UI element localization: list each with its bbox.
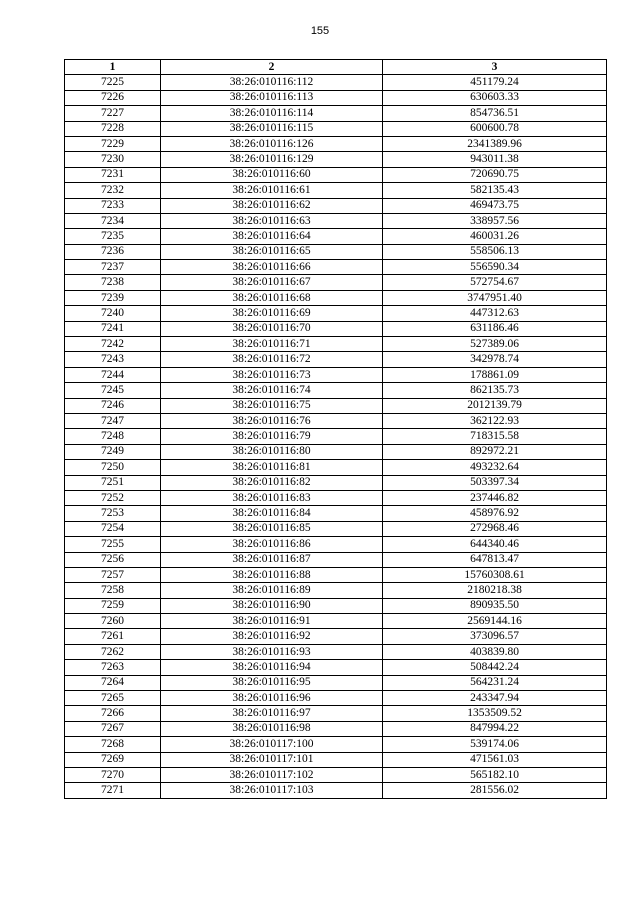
cadastral-number-cell: 38:26:010116:71: [161, 337, 383, 352]
row-number-cell: 7226: [65, 90, 161, 105]
value-cell: 2180218.38: [383, 583, 607, 598]
table-row: [65, 183, 607, 198]
cadastral-number-cell: 38:26:010116:82: [161, 475, 383, 490]
row-number-cell: 7253: [65, 506, 161, 521]
row-number-cell: 7256: [65, 552, 161, 567]
table-row: [65, 444, 607, 459]
table-row: [65, 321, 607, 336]
table-row: [65, 644, 607, 659]
column-header-3: 3: [383, 60, 607, 75]
value-cell: 2012139.79: [383, 398, 607, 413]
value-cell: 447312.63: [383, 306, 607, 321]
value-cell: 892972.21: [383, 444, 607, 459]
value-cell: 373096.57: [383, 629, 607, 644]
row-number-cell: 7270: [65, 767, 161, 782]
table-row: [65, 721, 607, 736]
row-number-cell: 7234: [65, 213, 161, 228]
row-number-cell: 7260: [65, 614, 161, 629]
table-row: [65, 413, 607, 428]
value-cell: 243347.94: [383, 691, 607, 706]
row-number-cell: 7263: [65, 660, 161, 675]
column-header-2: 2: [161, 60, 383, 75]
cadastral-number-cell: 38:26:010117:101: [161, 752, 383, 767]
cadastral-number-cell: 38:26:010116:69: [161, 306, 383, 321]
cadastral-number-cell: 38:26:010116:95: [161, 675, 383, 690]
cadastral-number-cell: 38:26:010116:62: [161, 198, 383, 213]
table-row: [65, 398, 607, 413]
table-row: [65, 475, 607, 490]
cadastral-number-cell: 38:26:010116:68: [161, 290, 383, 305]
value-cell: 890935.50: [383, 598, 607, 613]
cadastral-number-cell: 38:26:010116:70: [161, 321, 383, 336]
value-cell: 338957.56: [383, 213, 607, 228]
row-number-cell: 7238: [65, 275, 161, 290]
table-row: [65, 614, 607, 629]
row-number-cell: 7261: [65, 629, 161, 644]
cadastral-number-cell: 38:26:010116:87: [161, 552, 383, 567]
cadastral-value-table: [64, 59, 607, 799]
cadastral-number-cell: 38:26:010116:64: [161, 229, 383, 244]
value-cell: 2341389.96: [383, 136, 607, 151]
table-row: [65, 198, 607, 213]
value-cell: 600600.78: [383, 121, 607, 136]
cadastral-number-cell: 38:26:010116:85: [161, 521, 383, 536]
row-number-cell: 7250: [65, 460, 161, 475]
cadastral-number-cell: 38:26:010116:86: [161, 537, 383, 552]
value-cell: 847994.22: [383, 721, 607, 736]
cadastral-number-cell: 38:26:010116:65: [161, 244, 383, 259]
table-row: [65, 521, 607, 536]
table-row: [65, 306, 607, 321]
table-row: [65, 121, 607, 136]
row-number-cell: 7225: [65, 75, 161, 90]
table-row: [65, 752, 607, 767]
row-number-cell: 7258: [65, 583, 161, 598]
cadastral-number-cell: 38:26:010116:129: [161, 152, 383, 167]
value-cell: 15760308.61: [383, 567, 607, 582]
table-row: [65, 260, 607, 275]
cadastral-number-cell: 38:26:010116:96: [161, 691, 383, 706]
row-number-cell: 7230: [65, 152, 161, 167]
value-cell: 342978.74: [383, 352, 607, 367]
row-number-cell: 7249: [65, 444, 161, 459]
value-cell: 237446.82: [383, 490, 607, 505]
table-body: [65, 75, 607, 798]
table-row: [65, 244, 607, 259]
cadastral-number-cell: 38:26:010116:126: [161, 136, 383, 151]
cadastral-number-cell: 38:26:010116:81: [161, 460, 383, 475]
value-cell: 471561.03: [383, 752, 607, 767]
cadastral-number-cell: 38:26:010117:103: [161, 783, 383, 798]
table-row: [65, 583, 607, 598]
value-cell: 943011.38: [383, 152, 607, 167]
value-cell: 718315.58: [383, 429, 607, 444]
value-cell: 556590.34: [383, 260, 607, 275]
value-cell: 178861.09: [383, 367, 607, 382]
table-row: [65, 737, 607, 752]
row-number-cell: 7236: [65, 244, 161, 259]
table-row: [65, 367, 607, 382]
row-number-cell: 7269: [65, 752, 161, 767]
cadastral-number-cell: 38:26:010116:76: [161, 413, 383, 428]
value-cell: 854736.51: [383, 106, 607, 121]
value-cell: 631186.46: [383, 321, 607, 336]
value-cell: 469473.75: [383, 198, 607, 213]
cadastral-number-cell: 38:26:010116:114: [161, 106, 383, 121]
value-cell: 539174.06: [383, 737, 607, 752]
table-row: [65, 598, 607, 613]
value-cell: 720690.75: [383, 167, 607, 182]
table-row: [65, 629, 607, 644]
row-number-cell: 7240: [65, 306, 161, 321]
row-number-cell: 7244: [65, 367, 161, 382]
row-number-cell: 7228: [65, 121, 161, 136]
cadastral-number-cell: 38:26:010116:63: [161, 213, 383, 228]
cadastral-number-cell: 38:26:010117:102: [161, 767, 383, 782]
table-row: [65, 75, 607, 90]
row-number-cell: 7251: [65, 475, 161, 490]
table-row: [65, 290, 607, 305]
cadastral-number-cell: 38:26:010116:93: [161, 644, 383, 659]
value-cell: 508442.24: [383, 660, 607, 675]
row-number-cell: 7237: [65, 260, 161, 275]
value-cell: 647813.47: [383, 552, 607, 567]
cadastral-number-cell: 38:26:010116:67: [161, 275, 383, 290]
value-cell: 572754.67: [383, 275, 607, 290]
table-row: [65, 691, 607, 706]
table-row: [65, 352, 607, 367]
value-cell: 458976.92: [383, 506, 607, 521]
row-number-cell: 7246: [65, 398, 161, 413]
value-cell: 272968.46: [383, 521, 607, 536]
value-cell: 460031.26: [383, 229, 607, 244]
row-number-cell: 7227: [65, 106, 161, 121]
row-number-cell: 7267: [65, 721, 161, 736]
row-number-cell: 7262: [65, 644, 161, 659]
table-row: [65, 490, 607, 505]
table-row: [65, 90, 607, 105]
cadastral-number-cell: 38:26:010116:74: [161, 383, 383, 398]
cadastral-number-cell: 38:26:010116:92: [161, 629, 383, 644]
cadastral-number-cell: 38:26:010116:90: [161, 598, 383, 613]
row-number-cell: 7264: [65, 675, 161, 690]
column-header-1: 1: [65, 60, 161, 75]
row-number-cell: 7242: [65, 337, 161, 352]
cadastral-number-cell: 38:26:010116:113: [161, 90, 383, 105]
table-row: [65, 337, 607, 352]
table-row: [65, 506, 607, 521]
row-number-cell: 7271: [65, 783, 161, 798]
row-number-cell: 7259: [65, 598, 161, 613]
row-number-cell: 7239: [65, 290, 161, 305]
cadastral-number-cell: 38:26:010116:79: [161, 429, 383, 444]
value-cell: 493232.64: [383, 460, 607, 475]
row-number-cell: 7255: [65, 537, 161, 552]
row-number-cell: 7241: [65, 321, 161, 336]
table-row: [65, 229, 607, 244]
cadastral-number-cell: 38:26:010116:80: [161, 444, 383, 459]
table-row: [65, 213, 607, 228]
table-row: [65, 675, 607, 690]
row-number-cell: 7243: [65, 352, 161, 367]
value-cell: 403839.80: [383, 644, 607, 659]
table-row: [65, 783, 607, 798]
value-cell: 564231.24: [383, 675, 607, 690]
value-cell: 362122.93: [383, 413, 607, 428]
row-number-cell: 7257: [65, 567, 161, 582]
cadastral-number-cell: 38:26:010116:98: [161, 721, 383, 736]
row-number-cell: 7231: [65, 167, 161, 182]
table-row: [65, 383, 607, 398]
table-row: [65, 429, 607, 444]
cadastral-number-cell: 38:26:010116:60: [161, 167, 383, 182]
value-cell: 582135.43: [383, 183, 607, 198]
value-cell: 3747951.40: [383, 290, 607, 305]
row-number-cell: 7245: [65, 383, 161, 398]
row-number-cell: 7235: [65, 229, 161, 244]
value-cell: 1353509.52: [383, 706, 607, 721]
value-cell: 527389.06: [383, 337, 607, 352]
row-number-cell: 7266: [65, 706, 161, 721]
table-row: [65, 106, 607, 121]
row-number-cell: 7233: [65, 198, 161, 213]
table-row: [65, 567, 607, 582]
cadastral-number-cell: 38:26:010116:75: [161, 398, 383, 413]
table-row: [65, 152, 607, 167]
table-row: [65, 460, 607, 475]
cadastral-number-cell: 38:26:010116:89: [161, 583, 383, 598]
row-number-cell: 7265: [65, 691, 161, 706]
value-cell: 2569144.16: [383, 614, 607, 629]
value-cell: 644340.46: [383, 537, 607, 552]
cadastral-number-cell: 38:26:010116:72: [161, 352, 383, 367]
cadastral-number-cell: 38:26:010116:97: [161, 706, 383, 721]
row-number-cell: 7254: [65, 521, 161, 536]
value-cell: 558506.13: [383, 244, 607, 259]
row-number-cell: 7268: [65, 737, 161, 752]
cadastral-number-cell: 38:26:010116:61: [161, 183, 383, 198]
cadastral-number-cell: 38:26:010116:84: [161, 506, 383, 521]
row-number-cell: 7248: [65, 429, 161, 444]
table-row: [65, 660, 607, 675]
row-number-cell: 7247: [65, 413, 161, 428]
cadastral-number-cell: 38:26:010116:83: [161, 490, 383, 505]
cadastral-number-cell: 38:26:010116:91: [161, 614, 383, 629]
cadastral-number-cell: 38:26:010116:115: [161, 121, 383, 136]
cadastral-number-cell: 38:26:010116:94: [161, 660, 383, 675]
cadastral-number-cell: 38:26:010116:66: [161, 260, 383, 275]
cadastral-number-cell: 38:26:010117:100: [161, 737, 383, 752]
table-row: [65, 167, 607, 182]
table-row: [65, 767, 607, 782]
table-row: [65, 706, 607, 721]
value-cell: 565182.10: [383, 767, 607, 782]
table-row: [65, 552, 607, 567]
value-cell: 451179.24: [383, 75, 607, 90]
row-number-cell: 7232: [65, 183, 161, 198]
table-header-row: [65, 60, 607, 75]
value-cell: 503397.34: [383, 475, 607, 490]
cadastral-number-cell: 38:26:010116:73: [161, 367, 383, 382]
cadastral-number-cell: 38:26:010116:88: [161, 567, 383, 582]
value-cell: 281556.02: [383, 783, 607, 798]
row-number-cell: 7252: [65, 490, 161, 505]
row-number-cell: 7229: [65, 136, 161, 151]
value-cell: 630603.33: [383, 90, 607, 105]
page-number: 155: [310, 25, 330, 37]
table-row: [65, 537, 607, 552]
table-row: [65, 136, 607, 151]
value-cell: 862135.73: [383, 383, 607, 398]
cadastral-number-cell: 38:26:010116:112: [161, 75, 383, 90]
table-row: [65, 275, 607, 290]
